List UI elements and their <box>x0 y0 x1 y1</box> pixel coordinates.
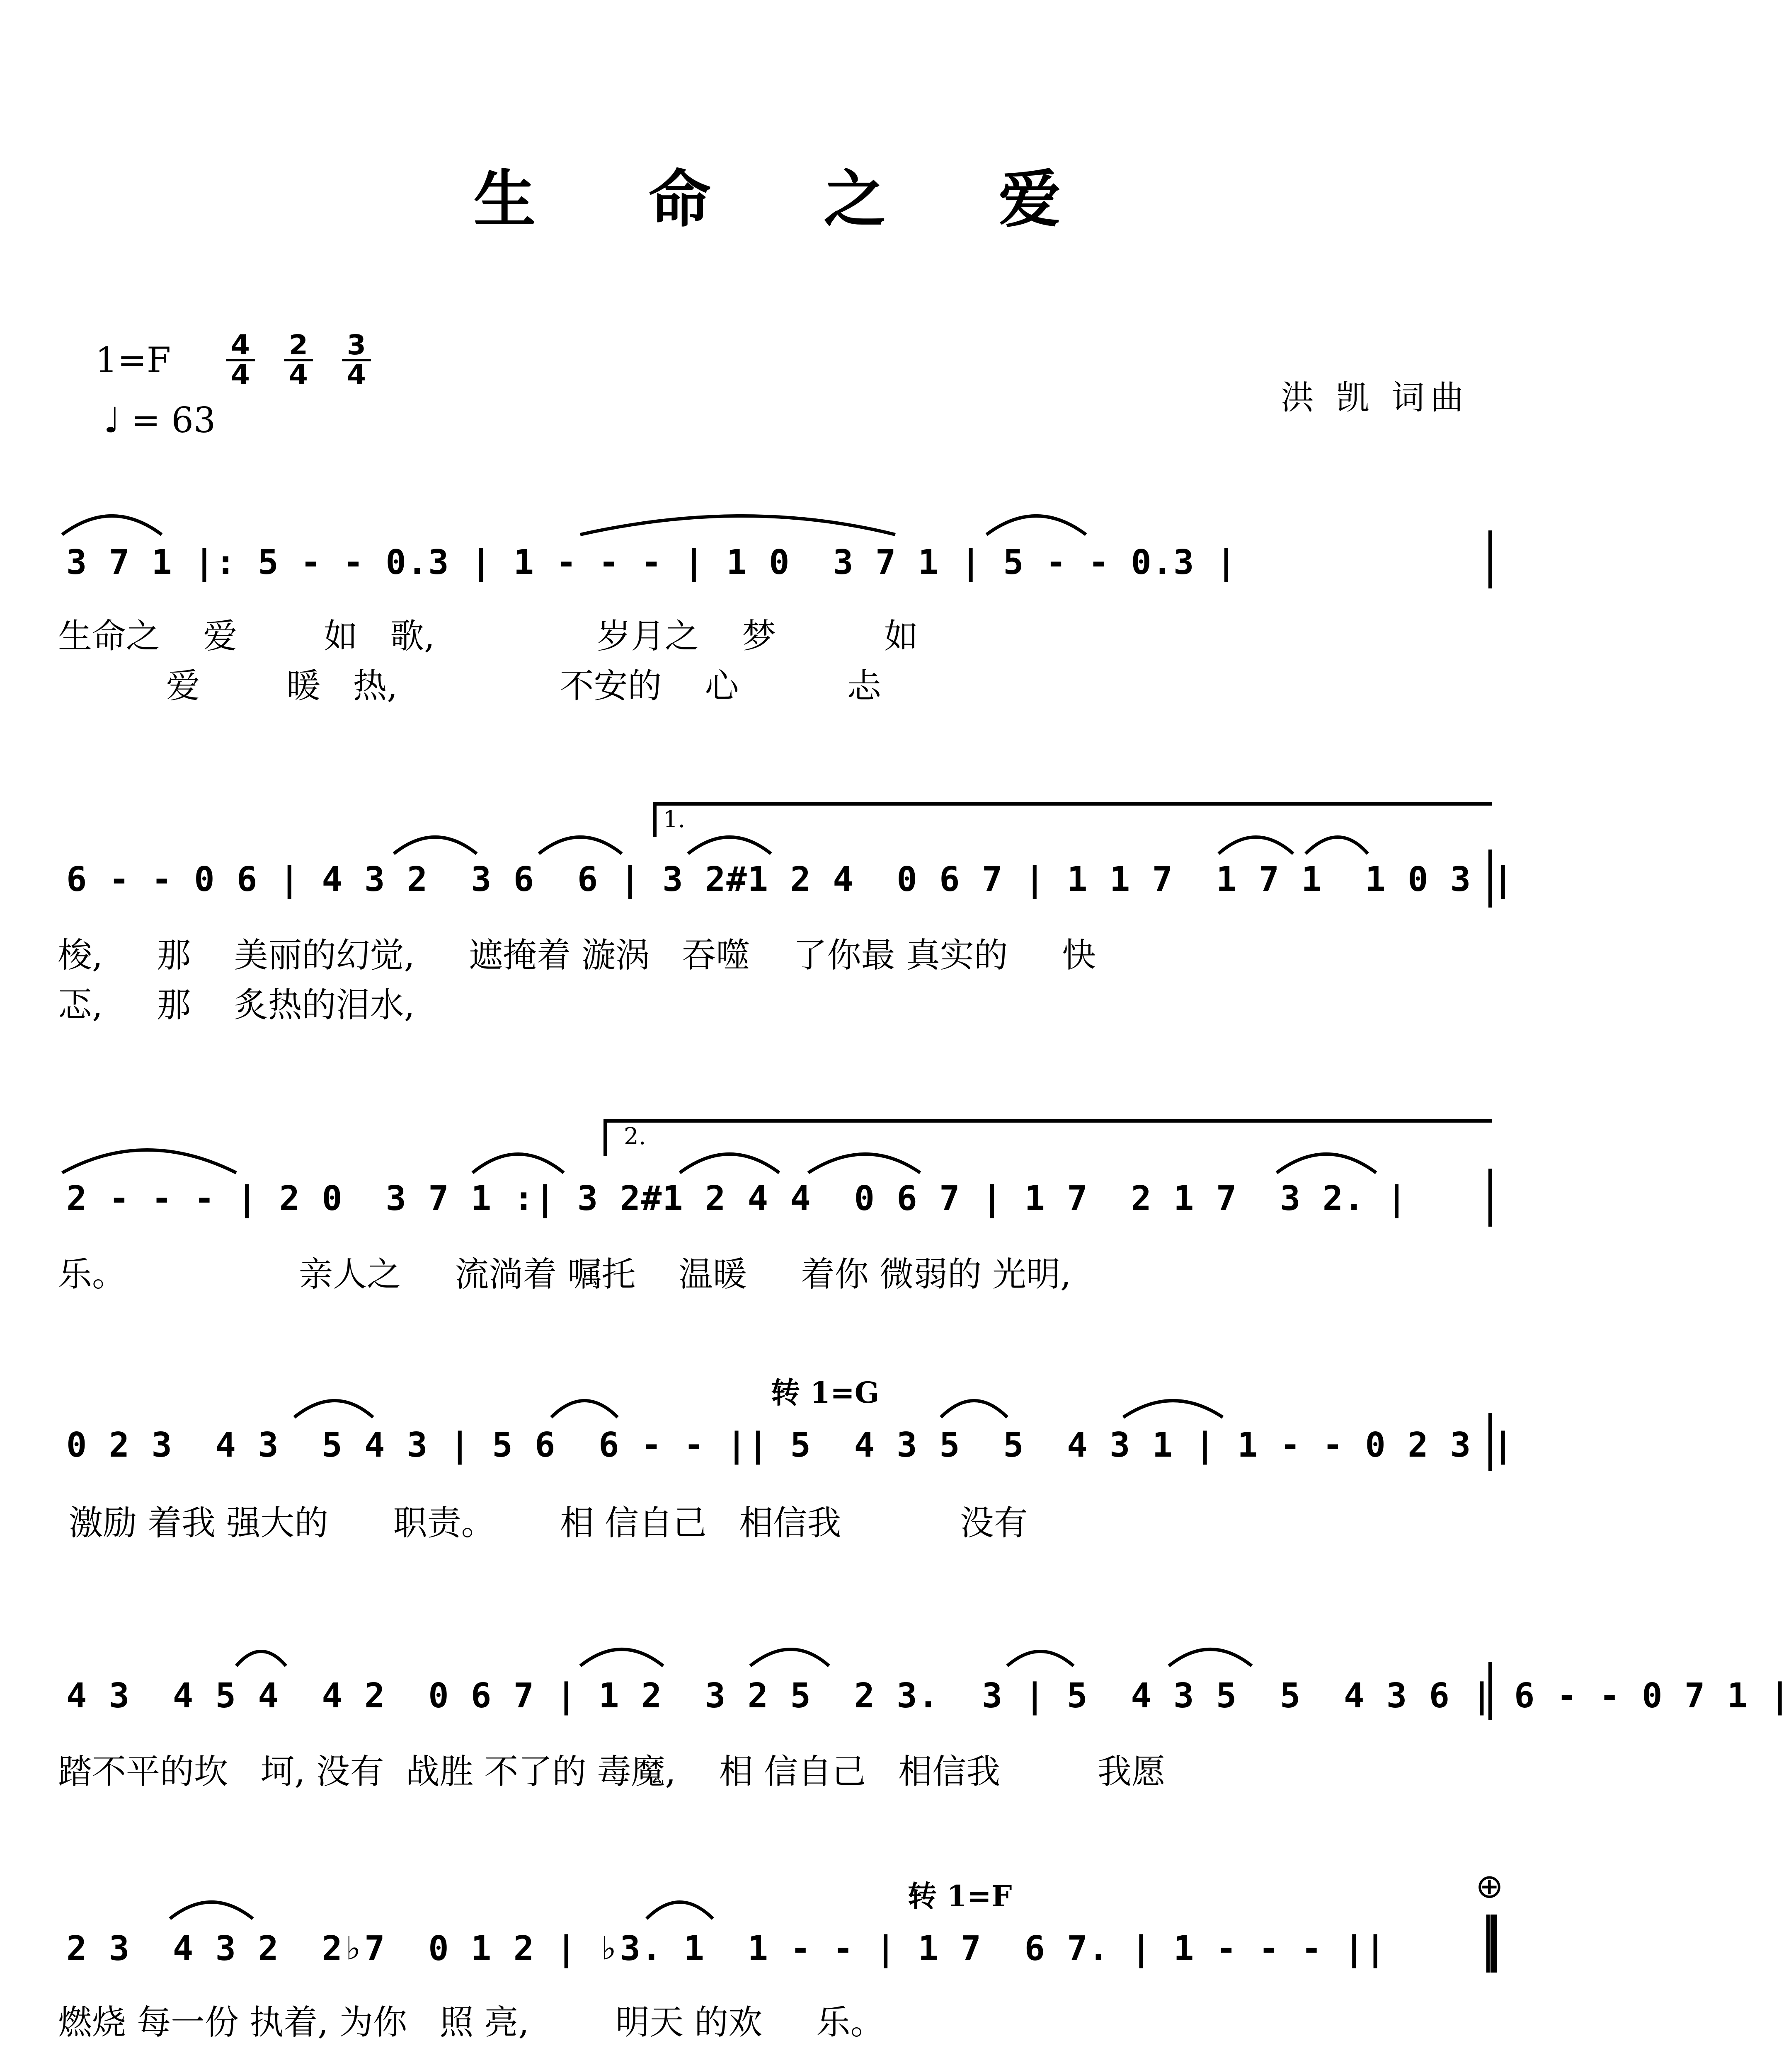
modulation-to-g: 转 1=G <box>771 1375 880 1410</box>
modulation-to-f: 转 1=F <box>908 1879 1012 1913</box>
notes-system-1: 3 7 1 |: 5 - - 0.3 | 1 - - - | 1 0 3 7 1 | 5 - - 0.3 | <box>66 543 1238 582</box>
notes-system-5: 4 3 4 5 4 4 2 0 6 7 | 1 2 3 2 5 2 3. 3 | 5 4 3 5 5 4 3 6 | 6 - - 0 7 1 | <box>66 1676 1791 1716</box>
volta-2-label: 2. <box>624 1123 646 1150</box>
time-signature-4-4: 4 4 <box>226 332 255 389</box>
lyrics-system-3: 乐。 亲人之 流淌着 嘱托 温暖 着你 微弱的 光明, <box>58 1255 1071 1294</box>
lyrics-system-1-verse-1: 生命之 爱 如 歌, 岁月之 梦 如 <box>58 617 918 656</box>
lyrics-system-5: 踏不平的坎 坷, 没有 战胜 不了的 毒魔, 相 信自己 相信我 我愿 <box>58 1752 1166 1791</box>
tempo-marking: ♩ = 63 <box>104 400 216 441</box>
key-signature: 1=F <box>95 340 171 380</box>
coda-sign-icon: ⊕ <box>1476 1867 1504 1905</box>
author-credit: 洪 凯 词曲 <box>1281 378 1469 417</box>
volta-1-label: 1. <box>663 806 686 833</box>
lyrics-system-4: 激励 着我 强大的 职责。 相 信自己 相信我 没有 <box>58 1503 1028 1543</box>
lyrics-system-2-verse-2: 忑, 那 炙热的泪水, <box>58 985 415 1025</box>
lyrics-system-1-verse-2: 爱 暖 热, 不安的 心 忐 <box>58 666 881 706</box>
time-signature-2-4: 2 4 <box>284 332 313 389</box>
notes-system-2: 6 - - 0 6 | 4 3 2 3 6 6 | 3 2#1 2 4 0 6 7 | 1 1 7 1 7 1 1 0 3 | <box>66 860 1515 899</box>
notes-system-3: 2 - - - | 2 0 3 7 1 :| 3 2#1 2 4 4 0 6 7 | 1 7 2 1 7 3 2. | <box>66 1179 1408 1218</box>
page-title: 生 命 之 爱 <box>473 163 1107 236</box>
time-signature-3-4: 3 4 <box>342 332 371 389</box>
lyrics-system-6: 燃烧 每一份 执着, 为你 照 亮, 明天 的欢 乐。 <box>58 2003 885 2042</box>
lyrics-system-2-verse-1: 梭, 那 美丽的幻觉, 遮掩着 漩涡 吞噬 了你最 真实的 快 <box>58 936 1096 975</box>
notes-system-4: 0 2 3 4 3 5 4 3 | 5 6 6 - - || 5 4 3 5 5 4 3 1 | 1 - - 0 2 3 | <box>66 1426 1515 1465</box>
notes-system-6: 2 3 4 3 2 2♭7 0 1 2 | ♭3. 1 1 - - | 1 7 6 7. | 1 - - - || <box>66 1929 1386 1968</box>
